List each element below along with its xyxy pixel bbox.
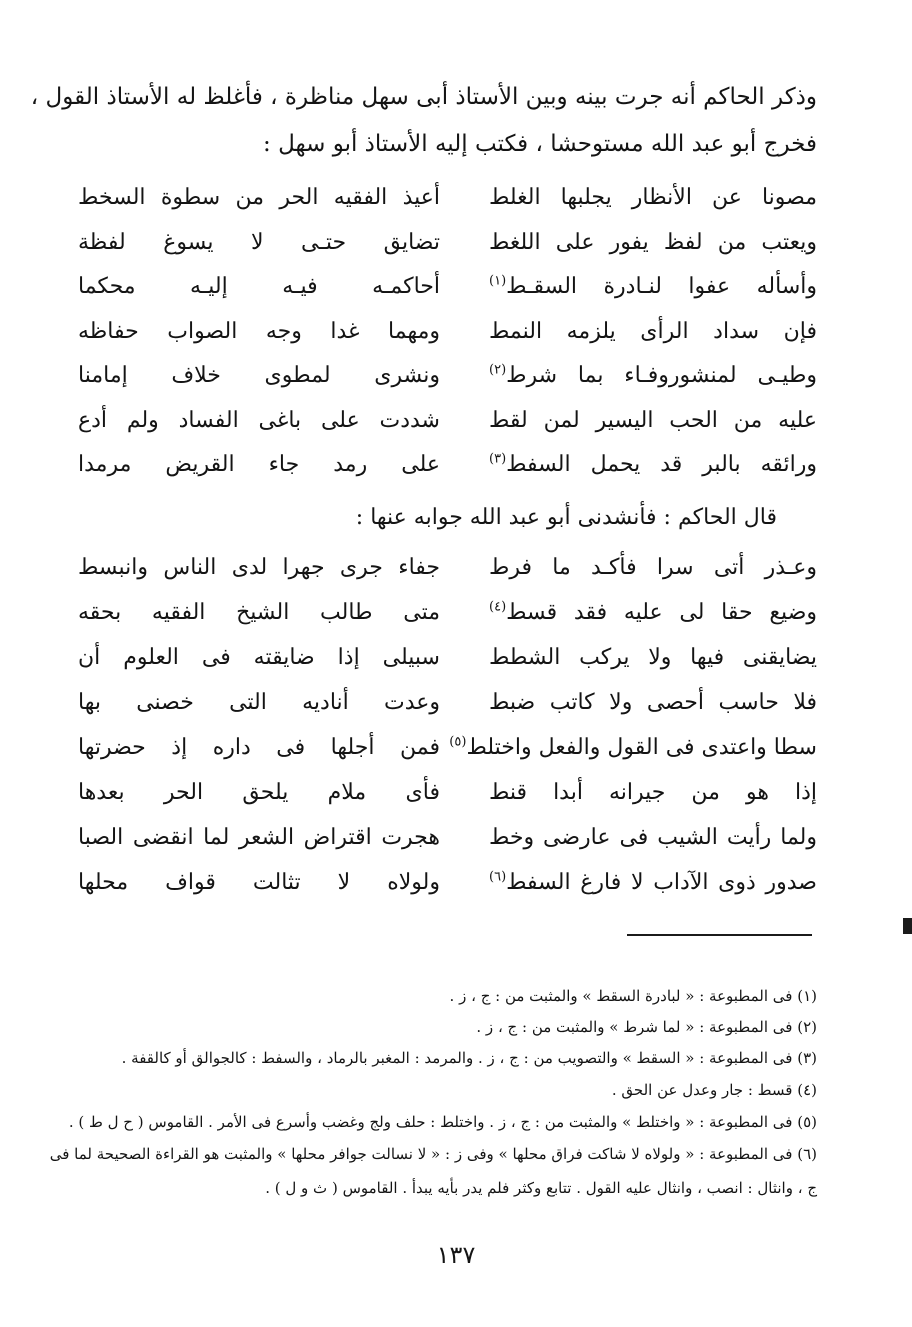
verse-text: مصونا عن الأنظار يجلبها الغلط — [489, 185, 817, 210]
verse-text: ويعتب من لفظ يفور على اللغط — [489, 229, 817, 255]
verse-second-hemistich — [449, 728, 817, 768]
footnote-line: ج ، وانثال : انصب ، وانثال عليه القول . تتابع وكثر فلم يدر بأيه يبدأ . القاموس ( ث و ل ) . — [265, 1179, 817, 1197]
verse-text: سطا واعتدى فى القول والفعل واختلط — [466, 735, 817, 760]
verse-second-hemistich — [489, 683, 817, 723]
verse-first-hemistich: أعيذ الفقيه الحر من سطوة السخط — [78, 185, 440, 210]
caption-text: قال الحاكم : فأنشدنى أبو عبد الله جوابه عنها : — [355, 505, 777, 530]
verse-first-hemistich: فأى ملام يلحق الحر بعدها — [78, 780, 440, 805]
verse-first-hemistich: سبيلى إذا ضايقته فى العلوم أن — [78, 645, 440, 670]
verse-text: وأسأله عفوا لنـادرة السقـط — [506, 274, 817, 299]
verse-text: عليه من الحب اليسير لمن لقط — [489, 407, 817, 433]
footnote-line: (٤) قسط : جار وعدل عن الحق . — [611, 1081, 817, 1099]
verse-text: وطيـى لمنشوروفـاء بما شرط — [506, 363, 817, 388]
footnote-marker: (٥) — [449, 734, 467, 750]
verse-first-hemistich: متى طالب الشيخ الفقيه بحقه — [78, 600, 440, 625]
verse-text: وعـذر أتى سرا فأكـد ما فرط — [489, 555, 817, 580]
verse-first-hemistich: ومهما غدا وجه الصواب حفاظه — [78, 318, 440, 344]
footnote-marker: (٢) — [489, 362, 507, 378]
footnote-line: (٥) فى المطبوعة : « واختلط » والمثبت من : ج ، ز . واختلط : حلف ولج وغضب وأسرع فى الأمر . القاموس ( ح ل ط ) . — [68, 1113, 817, 1131]
verse-second-hemistich — [489, 401, 817, 441]
margin-marker — [903, 918, 912, 934]
verse-second-hemistich — [489, 267, 817, 307]
poem-caption — [95, 500, 817, 536]
verse-second-hemistich — [489, 178, 817, 218]
footnote-line: (٢) فى المطبوعة : « لما شرط » والمثبت من : ج ، ز . — [476, 1018, 817, 1036]
footnote-line: (٦) فى المطبوعة : « ولولاه لا شاكت فراق محلها » وفى ز : « لا نسالت جوافر محلها » والمثبت هو القراءة الصحيحة لما فى — [49, 1145, 817, 1163]
footnote-marker: (٦) — [489, 869, 507, 885]
verse-text: فلا حاسب أحصى ولا كاتب ضبط — [489, 690, 817, 715]
verse-text: يضايقنى فيها ولا يركب الشطط — [489, 645, 817, 670]
verse-first-hemistich: ونشرى لمطوى خلاف إمامنا — [78, 363, 440, 388]
footnote-marker: (١) — [489, 273, 507, 289]
verse-first-hemistich: أحاكمـه فيـه إليـه محكما — [78, 274, 440, 299]
footnote-rule — [627, 934, 812, 936]
footnote-line: (١) فى المطبوعة : « لبادرة السقط » والمثبت من : ج ، ز . — [449, 987, 817, 1005]
verse-second-hemistich — [489, 638, 817, 678]
verse-first-hemistich: تضايق حتـى لا يسوغ لفظة — [78, 229, 440, 255]
verse-second-hemistich — [489, 593, 817, 633]
verse-second-hemistich — [489, 445, 817, 485]
verse-second-hemistich — [489, 312, 817, 352]
verse-text: وضيع حقا لى عليه فقد قسط — [506, 600, 817, 625]
verse-first-hemistich: شددت على باغى الفساد ولم أدع — [78, 407, 440, 433]
verse-second-hemistich — [489, 356, 817, 396]
footnote-marker: (٤) — [489, 599, 507, 615]
verse-text: فإن سداد الرأى يلزمه النمط — [489, 318, 817, 344]
verse-first-hemistich: جفاء جرى جهرا لدى الناس وانبسط — [78, 555, 440, 580]
verse-second-hemistich — [489, 548, 817, 588]
verse-text: ورائقه بالبر قد يحمل السفط — [506, 452, 817, 477]
page-number: ١٣٧ — [436, 1241, 476, 1269]
verse-first-hemistich: هجرت اقتراض الشعر لما انقضى الصبا — [78, 825, 440, 850]
verse-second-hemistich — [489, 773, 817, 813]
verse-text: إذا هو من جيرانه أبدا قنط — [489, 780, 817, 805]
verse-first-hemistich: على رمد جاء القريض مرمدا — [78, 452, 440, 477]
verse-first-hemistich: فمن أجلها فى داره إذ حضرتها — [78, 735, 440, 760]
verse-second-hemistich — [489, 818, 817, 858]
footnote-line: (٣) فى المطبوعة : « السقط » والتصويب من : ج ، ز . والمرمد : المغبر بالرماد ، والسفط : كالجوالق أو كالقفة . — [121, 1049, 817, 1067]
verse-first-hemistich: ولولاه لا تثالت قواف محلها — [78, 870, 440, 895]
footnote-marker: (٣) — [489, 451, 507, 467]
intro-line: وذكر الحاكم أنه جرت بينه وبين الأستاذ أبى سهل مناظرة ، فأغلظ له الأستاذ القول ، — [30, 84, 817, 110]
verse-text: ولما رأيت الشيب فى عارضى وخط — [489, 825, 817, 850]
verse-text: صدور ذوى الآداب لا فارغ السفط — [506, 870, 817, 895]
verse-second-hemistich — [489, 863, 817, 903]
verse-first-hemistich: وعدت أناديه التى خصنى بها — [78, 690, 440, 715]
verse-second-hemistich — [489, 223, 817, 263]
intro-line: فخرج أبو عبد الله مستوحشا ، فكتب إليه الأستاذ أبو سهل : — [263, 131, 817, 157]
